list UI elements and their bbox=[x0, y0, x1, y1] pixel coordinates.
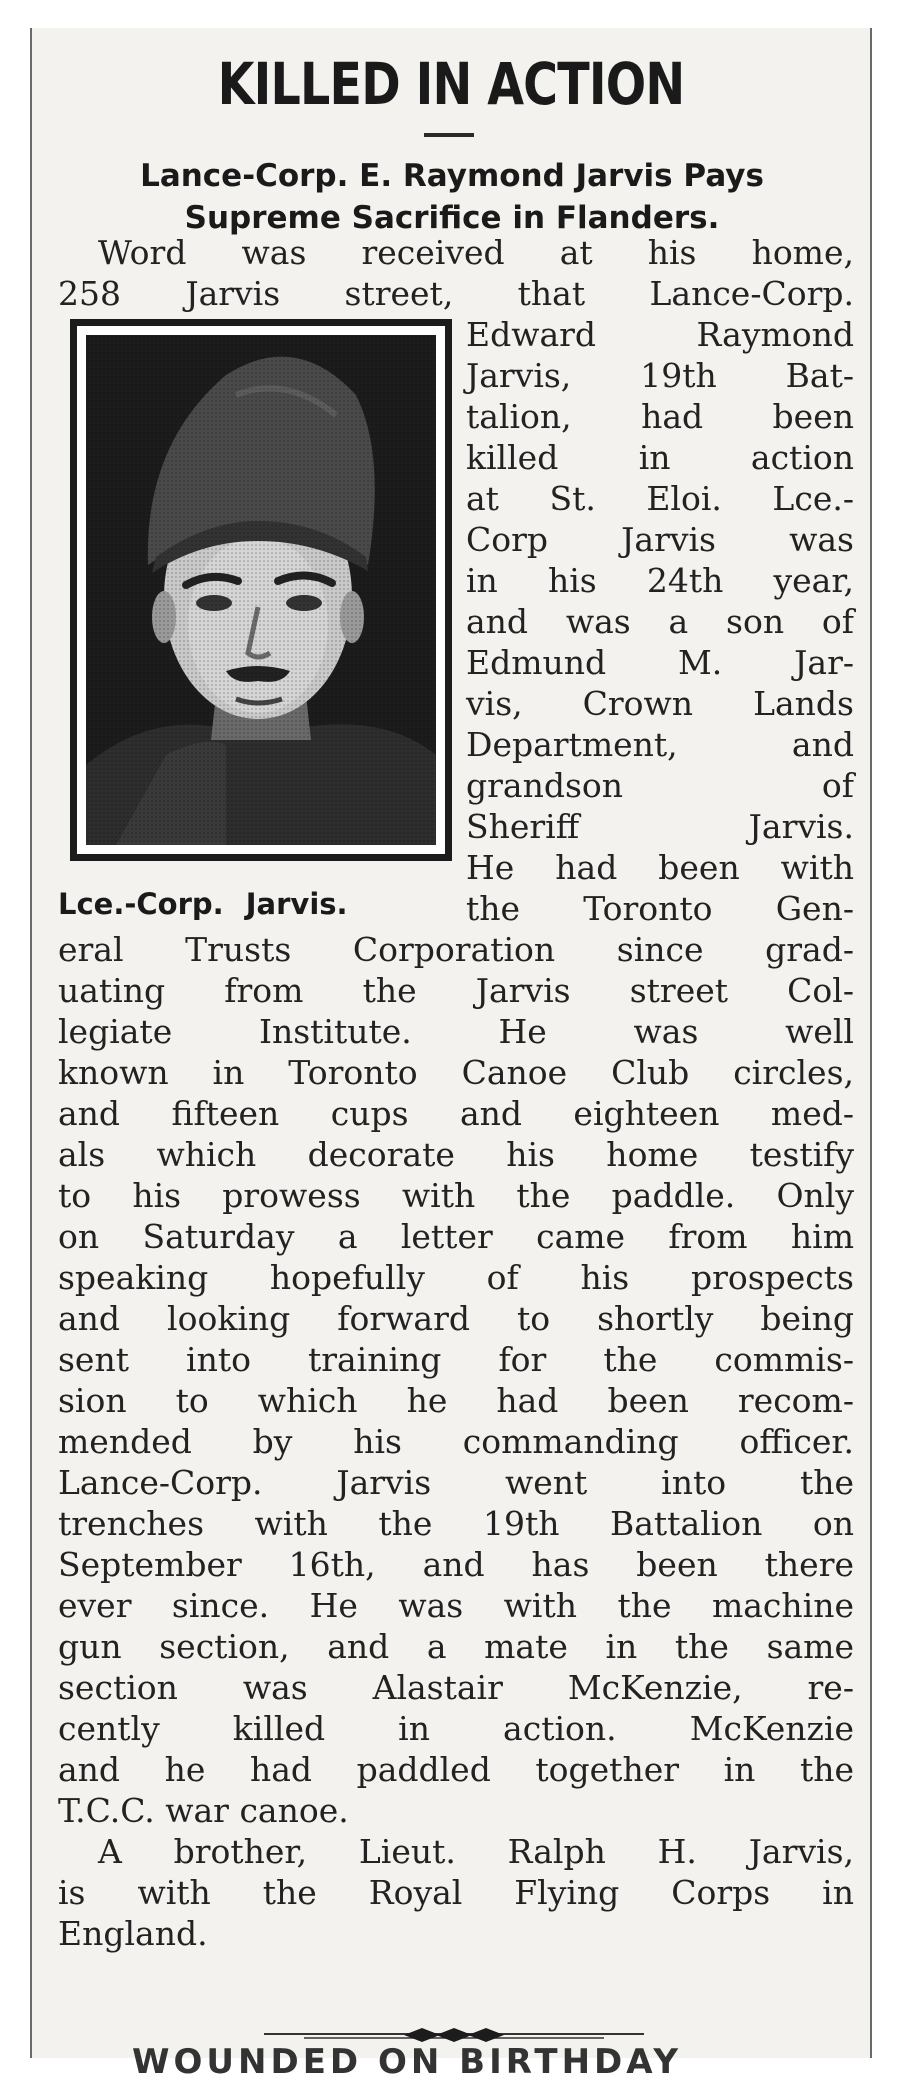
body-line: Sheriff Jarvis. bbox=[466, 807, 854, 846]
photo-caption: Lce.-Corp. Jarvis. bbox=[58, 887, 348, 921]
body-line: September 16th, and has been there bbox=[58, 1545, 854, 1584]
headline: KILLED IN ACTION bbox=[217, 50, 685, 118]
body-line: ever since. He was with the machine bbox=[58, 1586, 854, 1625]
body-line: vis, Crown Lands bbox=[466, 684, 854, 723]
body-line: at St. Eloi. Lce.- bbox=[466, 479, 854, 518]
body-line: in his 24th year, bbox=[466, 561, 854, 600]
body-line: Jarvis, 19th Bat- bbox=[466, 356, 854, 395]
subheadline bbox=[52, 155, 852, 239]
body-line: England. bbox=[58, 1914, 208, 1953]
portrait-image bbox=[86, 335, 436, 845]
body-line: and he had paddled together in the bbox=[58, 1750, 854, 1789]
body-line: sion to which he had been recom- bbox=[58, 1381, 854, 1420]
newspaper-clipping bbox=[30, 28, 872, 2082]
body-line: and was a son of bbox=[466, 602, 854, 641]
body-line: als which decorate his home testify bbox=[58, 1135, 854, 1174]
body-line: is with the Royal Flying Corps in bbox=[58, 1873, 854, 1912]
body-line: sent into training for the commis- bbox=[58, 1340, 854, 1379]
body-line: gun section, and a mate in the same bbox=[58, 1627, 854, 1666]
body-line: killed in action bbox=[466, 438, 854, 477]
body-line: He had been with bbox=[466, 848, 854, 887]
body-line: Word was received at his home, bbox=[98, 233, 854, 272]
body-line: Edward Raymond bbox=[466, 315, 854, 354]
portrait-photo bbox=[70, 319, 452, 861]
body-line: legiate Institute. He was well bbox=[58, 1012, 854, 1051]
body-line: Department, and bbox=[466, 725, 854, 764]
next-article-heading-partial bbox=[32, 2042, 870, 2082]
body-line: cently killed in action. McKenzie bbox=[58, 1709, 854, 1748]
body-line: 258 Jarvis street, that Lance-Corp. bbox=[58, 274, 854, 313]
body-line: and looking forward to shortly being bbox=[58, 1299, 854, 1338]
body-line: grandson of bbox=[466, 766, 854, 805]
next-article-heading-text: WOUNDED ON BIRTHDAY bbox=[132, 2042, 682, 2082]
body-line: A brother, Lieut. Ralph H. Jarvis, bbox=[98, 1832, 854, 1871]
body-line: the Toronto Gen- bbox=[466, 889, 854, 928]
body-line: on Saturday a letter came from him bbox=[58, 1217, 854, 1256]
body-line: mended by his commanding officer. bbox=[58, 1422, 854, 1461]
body-line: section was Alastair McKenzie, re- bbox=[58, 1668, 854, 1707]
body-line: to his prowess with the paddle. Only bbox=[58, 1176, 854, 1215]
body-line: talion, had been bbox=[466, 397, 854, 436]
subheadline-line-1: Lance-Corp. E. Raymond Jarvis Pays bbox=[140, 158, 764, 194]
subheadline-line-2: Supreme Sacrifice in Flanders. bbox=[184, 200, 720, 236]
body-line: eral Trusts Corporation since grad- bbox=[58, 930, 854, 969]
body-line: speaking hopefully of his prospects bbox=[58, 1258, 854, 1297]
body-line: uating from the Jarvis street Col- bbox=[58, 971, 854, 1010]
body-line: Corp Jarvis was bbox=[466, 520, 854, 559]
body-line: T.C.C. war canoe. bbox=[58, 1791, 349, 1830]
body-line: known in Toronto Canoe Club circles, bbox=[58, 1053, 854, 1092]
body-line: Lance-Corp. Jarvis went into the bbox=[58, 1463, 854, 1502]
body-line: and fifteen cups and eighteen med- bbox=[58, 1094, 854, 1133]
headline-rule bbox=[424, 133, 474, 137]
body-line: Edmund M. Jar- bbox=[466, 643, 854, 682]
body-line: trenches with the 19th Battalion on bbox=[58, 1504, 854, 1543]
